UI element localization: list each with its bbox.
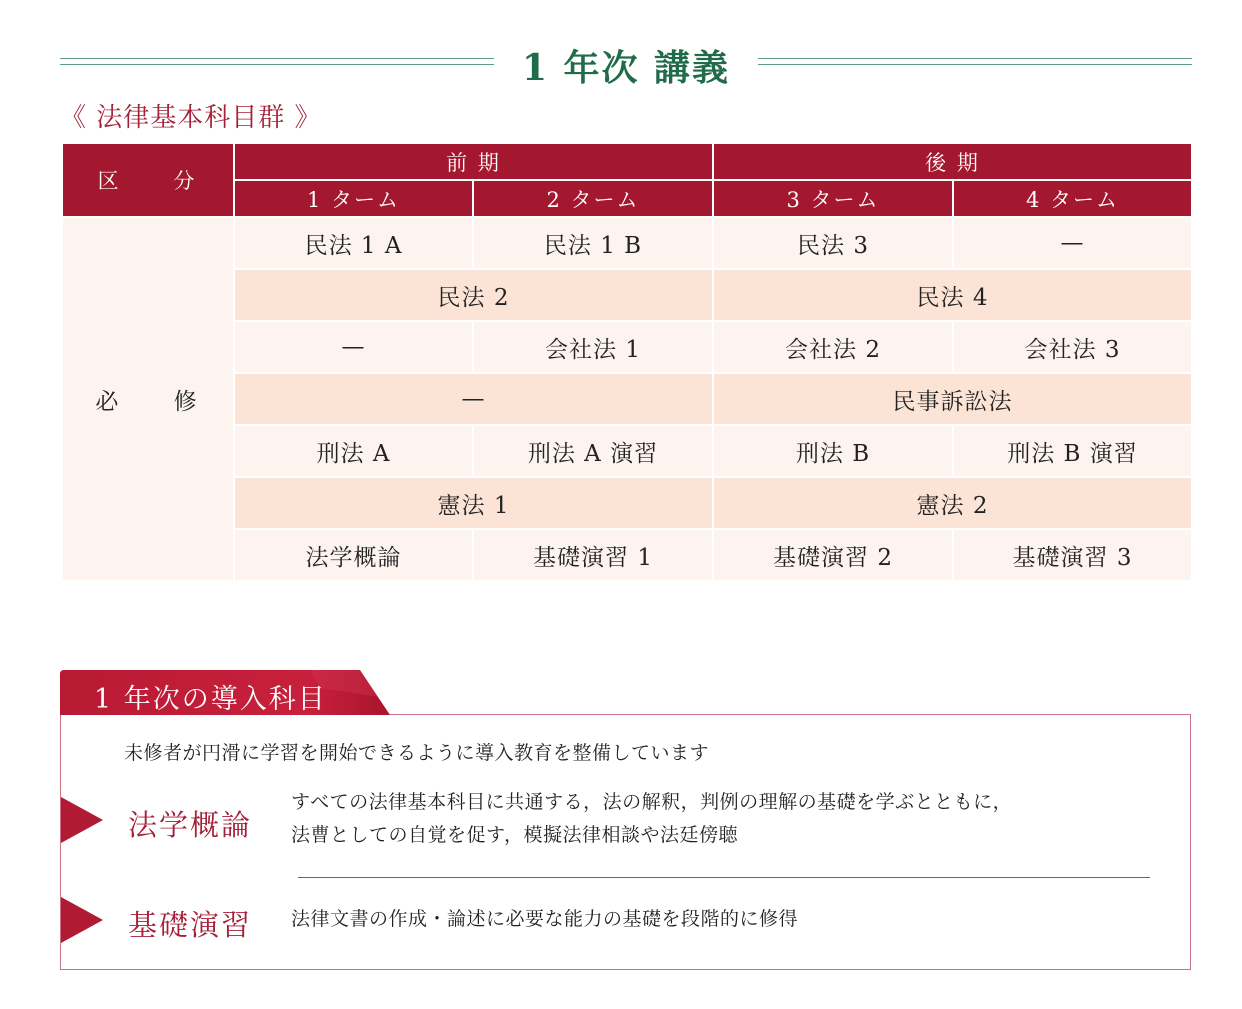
course-desc-line: 法曹としての自覚を促す，模擬法律相談や法廷傍聴 [291, 824, 738, 846]
table-cell: 民事訴訟法 [713, 373, 1192, 425]
header-term-2: 2 ターム [473, 180, 713, 217]
header-kouki: 後 期 [713, 144, 1192, 180]
table-cell: 法学概論 [234, 529, 473, 581]
table-cell: 刑法 A 演習 [473, 425, 713, 477]
course-divider [298, 877, 1150, 878]
intro-lead: 未修者が円滑に学習を開始できるように導入教育を整備しています [124, 742, 710, 764]
table-cell: — [234, 321, 473, 373]
schedule-table [61, 144, 1193, 582]
table-cell: 民法 4 [713, 269, 1192, 321]
header-term-1: 1 ターム [234, 180, 473, 217]
table-cell: 憲法 2 [713, 477, 1192, 529]
course-desc-line: すべての法律基本科目に共通する，法の解釈，判例の理解の基礎を学ぶとともに， [291, 791, 1013, 813]
page-title: 1 年次 講義 [521, 47, 731, 89]
table-row [62, 217, 1192, 269]
triangle-marker-icon [61, 897, 103, 943]
header-term-3: 3 ターム [713, 180, 953, 217]
table-cell: 会社法 1 [473, 321, 713, 373]
table-cell: 刑法 B [713, 425, 953, 477]
course-desc-hougaku [291, 786, 1012, 852]
table-cell: 刑法 B 演習 [953, 425, 1192, 477]
intro-tab [60, 670, 390, 715]
table-cell: — [953, 217, 1192, 269]
table-cell: 会社法 3 [953, 321, 1192, 373]
table-cell: 憲法 1 [234, 477, 713, 529]
header-zenki: 前 期 [234, 144, 713, 180]
title-rule-left [60, 58, 494, 68]
table-cell: 基礎演習 3 [953, 529, 1192, 581]
page-header [60, 38, 1192, 88]
course-desc-kiso [291, 903, 798, 936]
intro-tab-label: 1 年次の導入科目 [94, 684, 327, 715]
table-cell: 民法 2 [234, 269, 713, 321]
category-cell: 必 修 [62, 217, 234, 581]
header-term-4: 4 ターム [953, 180, 1192, 217]
header-kubun: 区 分 [62, 144, 234, 217]
table-header-row [62, 144, 1192, 180]
course-name-kiso: 基礎演習 [128, 908, 253, 942]
table-cell: 基礎演習 1 [473, 529, 713, 581]
table-cell: 民法 1 B [473, 217, 713, 269]
table-cell: 民法 1 A [234, 217, 473, 269]
table-cell: — [234, 373, 713, 425]
table-cell: 民法 3 [713, 217, 953, 269]
group-title: 《 法律基本科目群 》 [60, 103, 322, 133]
triangle-marker-icon [61, 797, 103, 843]
course-name-hougaku: 法学概論 [128, 808, 253, 842]
table-cell: 会社法 2 [713, 321, 953, 373]
table-cell: 刑法 A [234, 425, 473, 477]
title-rule-right [758, 58, 1192, 68]
table-cell: 基礎演習 2 [713, 529, 953, 581]
course-desc-line: 法律文書の作成・論述に必要な能力の基礎を段階的に修得 [291, 908, 799, 930]
